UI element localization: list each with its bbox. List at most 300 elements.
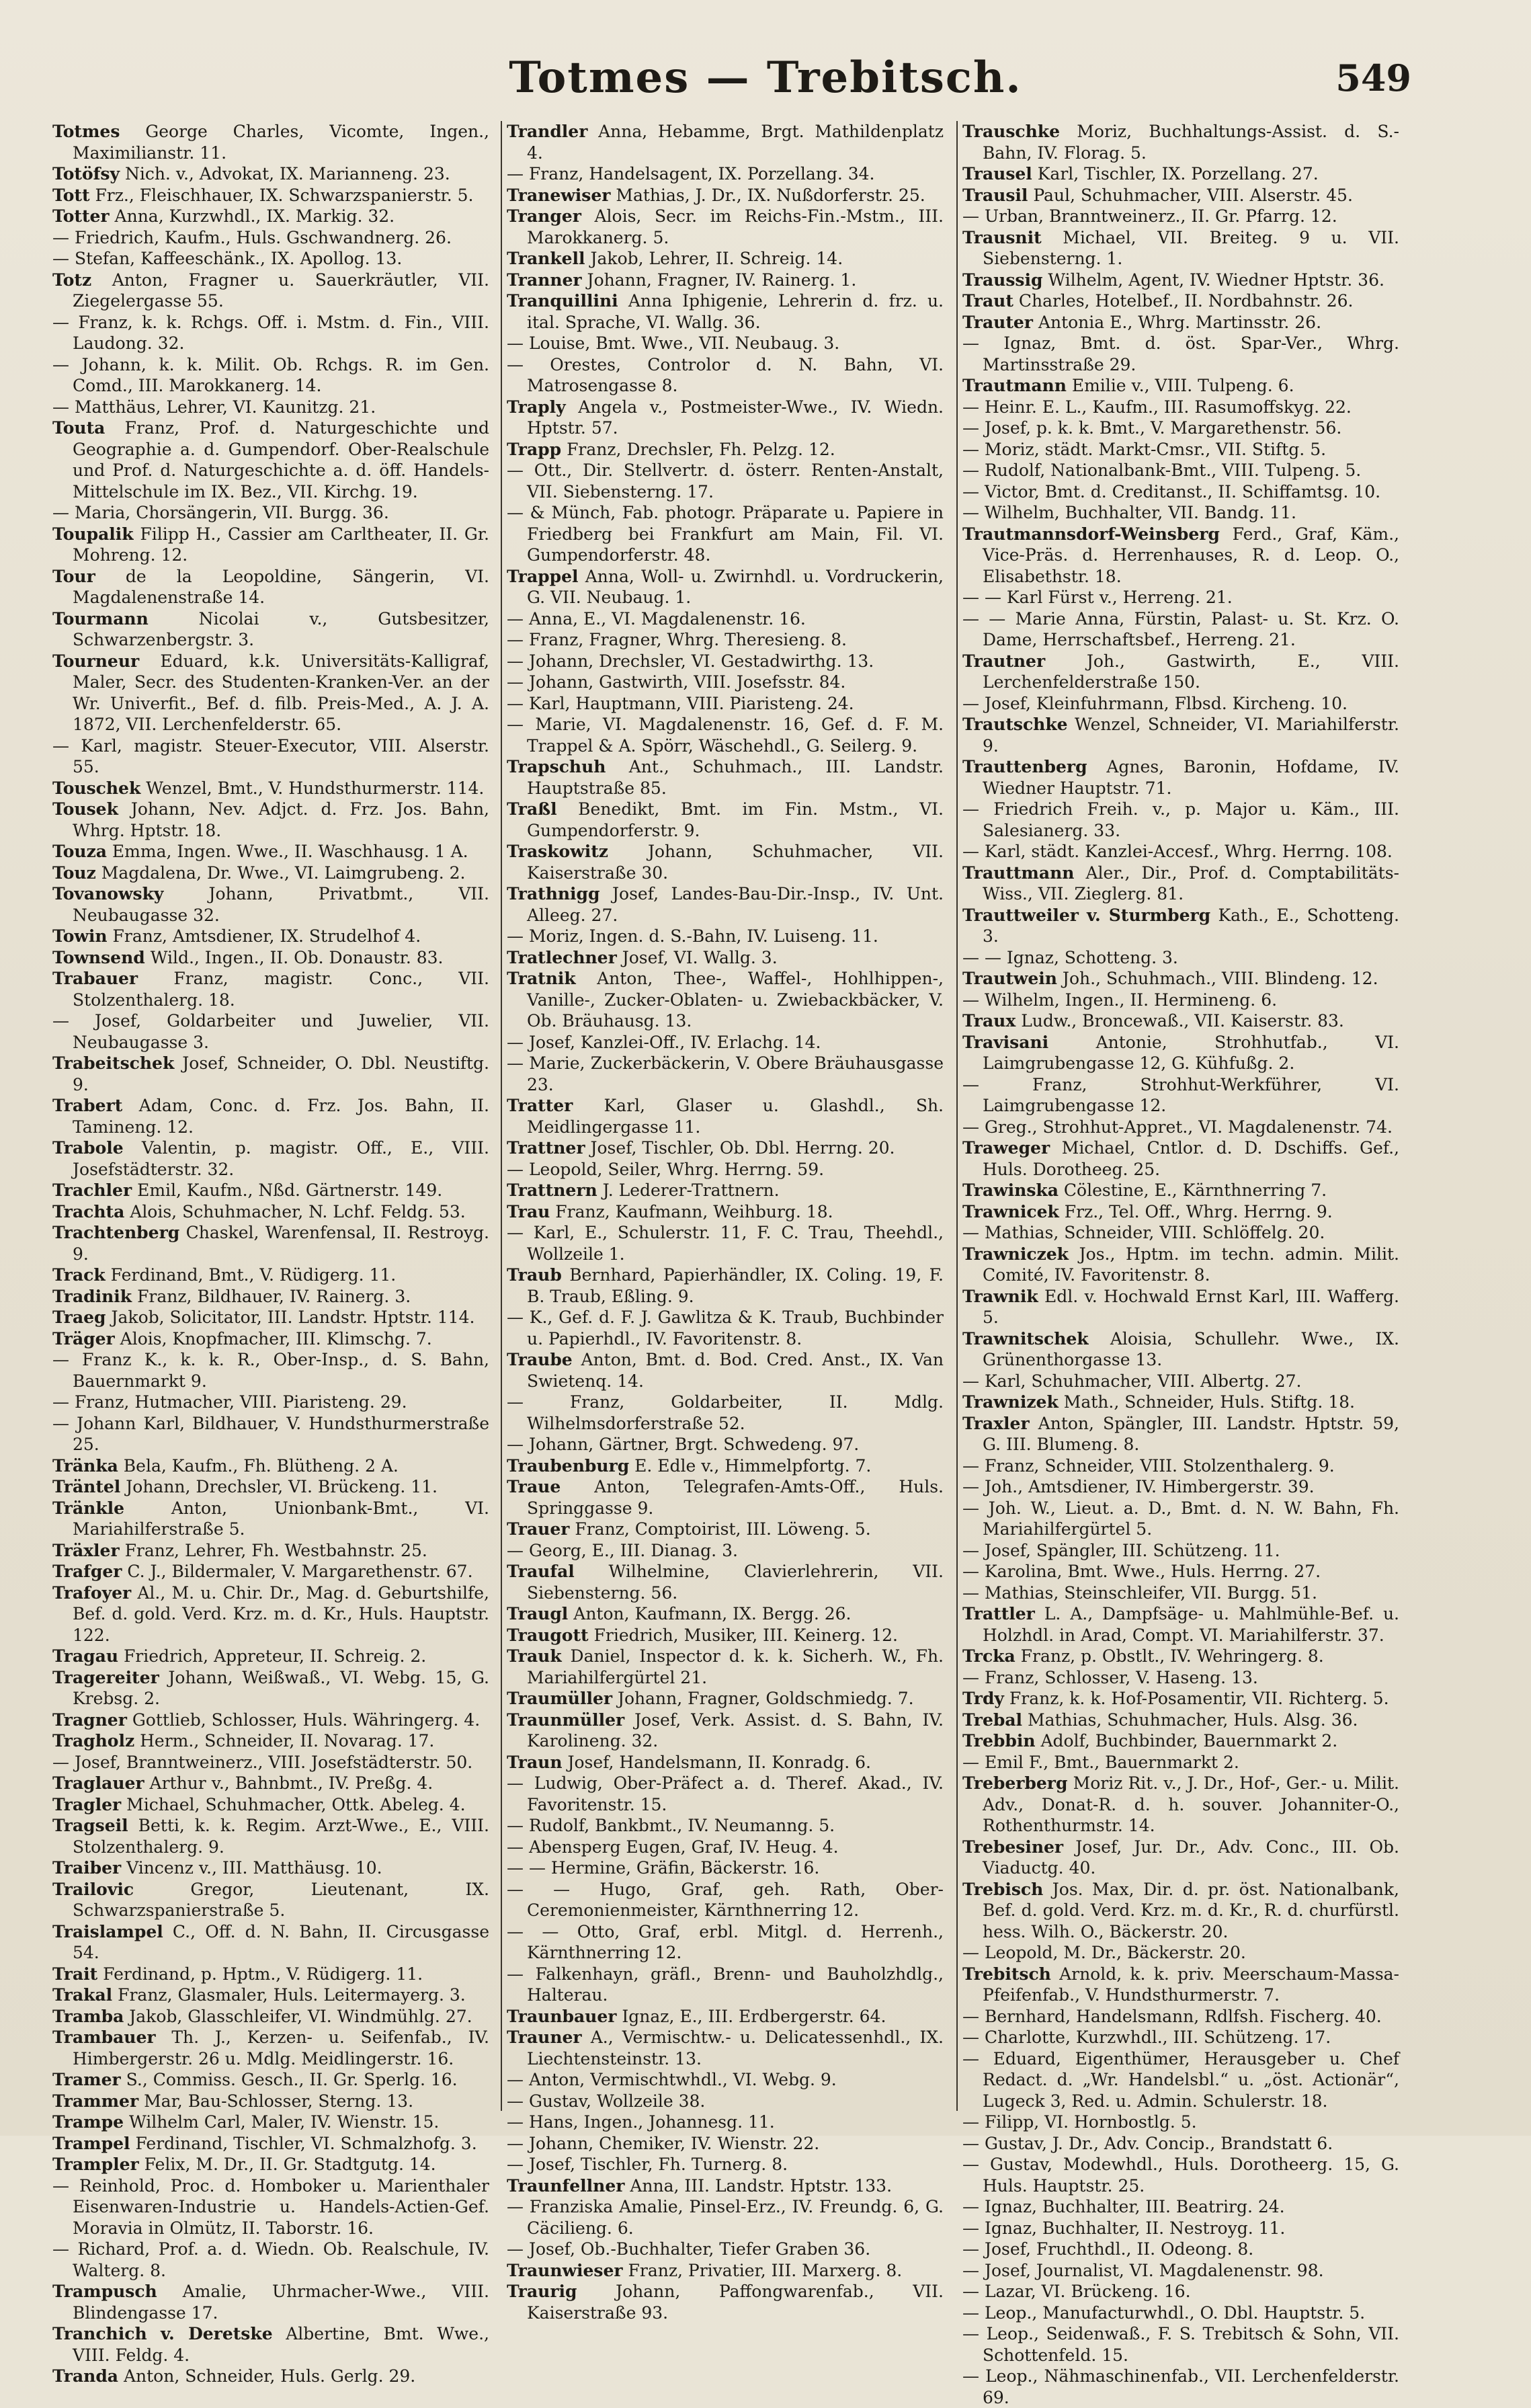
entry-details: — Moriz, städt. Markt-Cmsr., VII. Stiftg. 5. (962, 439, 1327, 459)
directory-entry (52, 1201, 489, 1223)
entry-surname: Traiber (52, 1858, 122, 1878)
directory-entry (507, 756, 944, 799)
directory-entry (962, 121, 1399, 163)
directory-entry (507, 1053, 944, 1095)
entry-details: Mathias, J. Dr., IX. Nußdorferstr. 25. (610, 185, 925, 205)
directory-entry (962, 968, 1399, 990)
directory-entry (52, 1392, 489, 1413)
directory-entry (52, 1180, 489, 1201)
entry-details: — Joh., Amtsdiener, IV. Himbergerstr. 39. (962, 1477, 1315, 1496)
entry-surname: Träger (52, 1328, 115, 1349)
entry-details: Moriz Rit. v., J. Dr., Hof-, Ger.- u. Milit. Adv., Donat-R. d. h. souver. Johanniter-O., Rothenthurmstr. 14. (983, 1773, 1399, 1835)
entry-surname: Touz (52, 862, 96, 883)
directory-entry (507, 947, 944, 969)
directory-entry (52, 1561, 489, 1582)
entry-details: Gregor, Lieutenant, IX. Schwarzspanierstraße 5. (73, 1879, 489, 1920)
entry-surname: Travisani (962, 1032, 1049, 1052)
directory-entry (962, 1455, 1399, 1477)
directory-entry (507, 1095, 944, 1137)
directory-entry (52, 1010, 489, 1053)
entry-surname: Traue (507, 1477, 561, 1496)
entry-details: Frz., Fleischhauer, IX. Schwarzspanierstr. 5. (89, 185, 474, 205)
entry-details: Mar, Bau-Schlosser, Sterng. 13. (138, 2091, 414, 2111)
directory-entry (507, 1815, 944, 1837)
entry-details: — Ott., Dir. Stellvertr. d. österr. Renten-Anstalt, VII. Siebensterng. 17. (507, 460, 944, 501)
entry-surname: Tramba (52, 2006, 124, 2026)
entry-surname: Trapp (507, 439, 562, 459)
directory-entry (52, 1328, 489, 1350)
directory-entry (962, 1646, 1399, 1667)
entry-details: — Josef, Branntweinerz., VIII. Josefstädterstr. 50. (52, 1752, 473, 1772)
directory-entry (962, 2260, 1399, 2282)
entry-surname: Trapschuh (507, 757, 606, 776)
entry-surname: Trcka (962, 1646, 1016, 1666)
entry-surname: Trdy (962, 1689, 1004, 1708)
entry-surname: Traussig (962, 270, 1043, 290)
directory-entry (507, 1879, 944, 1921)
entry-details: — Ludwig, Ober-Präfect a. d. Theref. Akad., IV. Favoritenstr. 15. (507, 1773, 944, 1814)
entry-surname: Tousek (52, 799, 118, 819)
entry-details: Edl. v. Hochwald Ernst Karl, III. Wafferg. 5. (983, 1286, 1399, 1327)
entry-details: Josef, Landes-Bau-Dir.-Insp., IV. Unt. Alleeg. 27. (527, 884, 944, 925)
entry-details: — Rudolf, Bankbmt., IV. Neumanng. 5. (507, 1816, 835, 1835)
directory-entry (507, 1837, 944, 1858)
entry-details: Antonia E., Whrg. Martinsstr. 26. (1032, 312, 1322, 332)
entry-details: Anton, Unionbank-Bmt., VI. Mariahilferstraße 5. (73, 1498, 489, 1539)
entry-surname: Trebisch (962, 1879, 1044, 1899)
directory-entry (52, 1710, 489, 1731)
directory-entry (507, 397, 944, 439)
entry-surname: Trakal (52, 1985, 113, 2005)
page-number: 549 (1335, 56, 1411, 99)
entry-surname: Trau (507, 1201, 550, 1221)
entry-surname: Trautwein (962, 969, 1057, 988)
entry-details: Josef, VI. Wallg. 3. (616, 947, 778, 967)
entry-details: J. Lederer-Trattnern. (597, 1180, 780, 1200)
entry-surname: Traugott (507, 1625, 589, 1645)
entry-details: Antonie, Strohhutfab., VI. Laimgrubengasse 12, G. Kühfußg. 2. (983, 1032, 1399, 1073)
entry-surname: Trawniczek (962, 1244, 1069, 1264)
entry-details: — Karl, städt. Kanzlei-Accesf., Whrg. Herrng. 108. (962, 842, 1393, 861)
entry-details: — — Hermine, Gräfin, Bäckerstr. 16. (507, 1858, 820, 1878)
directory-entry (52, 1307, 489, 1328)
entry-details: Cölestine, E., Kärnthnerring 7. (1058, 1180, 1327, 1200)
directory-entry (962, 1498, 1399, 1540)
entry-surname: Traugl (507, 1604, 569, 1623)
entry-surname: Trawinska (962, 1180, 1059, 1200)
directory-entry (507, 2196, 944, 2239)
entry-surname: Trappel (507, 566, 579, 586)
directory-entry (52, 883, 489, 926)
directory-entry (962, 397, 1399, 418)
directory-entry (962, 799, 1399, 841)
entry-details: Bernhard, Papierhändler, IX. Coling. 19, F. B. Traub, Eßling. 9. (527, 1265, 944, 1306)
directory-entry (52, 926, 489, 947)
directory-entry (962, 2048, 1399, 2112)
directory-entry (962, 1222, 1399, 1244)
directory-entry (52, 270, 489, 312)
directory-entry (962, 1180, 1399, 1201)
entry-details: Anton, Schneider, Huls. Gerlg. 29. (118, 2366, 416, 2386)
entry-details: Wenzel, Bmt., V. Hundsthurmerstr. 114. (140, 778, 485, 798)
directory-entry (962, 1392, 1399, 1413)
entry-details: Franz, p. Obstlt., IV. Wehringerg. 8. (1015, 1646, 1324, 1666)
directory-entry (507, 460, 944, 502)
entry-details: Karl, Glaser u. Glashdl., Sh. Meidlingergasse 11. (527, 1096, 944, 1137)
directory-entry (507, 439, 944, 460)
entry-details: — Leop., Seidenwaß., F. S. Trebitsch & Sohn, VII. Schottenfeld. 15. (962, 2324, 1399, 2365)
entry-surname: Tranchich v. Deretske (52, 2324, 273, 2343)
entry-details: — Emil F., Bmt., Bauernmarkt 2. (962, 1752, 1239, 1772)
entry-surname: Tranquillini (507, 291, 618, 311)
entry-surname: Trauner (507, 2028, 582, 2047)
entry-details: Ferdinand, p. Hptm., V. Rüdigerg. 11. (97, 1964, 423, 1984)
entry-surname: Tratnik (507, 969, 576, 988)
entry-surname: Traeg (52, 1308, 106, 1327)
entry-surname: Towin (52, 926, 108, 946)
entry-surname: Trachtenberg (52, 1223, 180, 1242)
entry-details: — — Hugo, Graf, geh. Rath, Ober-Ceremonienmeister, Kärnthnerring 12. (507, 1879, 944, 1920)
entry-details: Gottlieb, Schlosser, Huls. Währingerg. 4. (126, 1710, 481, 1730)
entry-surname: Trafoyer (52, 1582, 132, 1603)
entry-details: — Josef, Fruchthdl., II. Odeong. 8. (962, 2239, 1254, 2259)
entry-surname: Treberberg (962, 1773, 1068, 1793)
entry-details: Paul, Schuhmacher, VIII. Alserstr. 45. (1028, 185, 1353, 205)
directory-entry (52, 1582, 489, 1646)
directory-entry (507, 1603, 944, 1625)
entry-surname: Trausil (962, 185, 1028, 205)
entry-surname: Tramer (52, 2070, 121, 2089)
entry-details: Johann, Paffongwarenfab., VII. Kaiserstraße 93. (527, 2282, 944, 2323)
entry-details: — Stefan, Kaffeeschänk., IX. Apollog. 13. (52, 249, 403, 268)
directory-entry (962, 1117, 1399, 1138)
entry-details: Aloisia, Schullehr. Wwe., IX. Grünenthorgasse 13. (983, 1328, 1399, 1369)
directory-entry (507, 163, 944, 185)
directory-entry (52, 2154, 489, 2175)
directory-entry (52, 947, 489, 969)
directory-entry (962, 502, 1399, 524)
entry-details: — Lazar, VI. Brückeng. 16. (962, 2282, 1191, 2301)
entry-surname: Traglauer (52, 1773, 144, 1793)
entry-surname: Traislampel (52, 1921, 163, 1941)
entry-details: Josef, Tischler, Ob. Dbl. Herrng. 20. (585, 1138, 895, 1158)
entry-details: — — Karl Fürst v., Herreng. 21. (962, 588, 1233, 607)
directory-entry (962, 1074, 1399, 1117)
directory-entry (962, 375, 1399, 397)
directory-entry (507, 1180, 944, 1201)
entry-surname: Traufal (507, 1562, 575, 1581)
entry-details: Anton, Thee-, Waffel-, Hohlhippen-, Vanille-, Zucker-Oblaten- u. Zwiebackbäcker, V. Ob. Bräuhausg. 13. (527, 969, 944, 1031)
directory-entry (962, 756, 1399, 799)
directory-entry (962, 417, 1399, 439)
directory-entry (507, 1688, 944, 1710)
directory-entry (507, 1307, 944, 1349)
entry-surname: Tranger (507, 206, 581, 226)
entry-details: Michael, Cntlor. d. D. Dschiffs. Gef., Huls. Dorotheeg. 25. (983, 1138, 1399, 1179)
directory-entry (507, 1561, 944, 1603)
entry-details: C., Off. d. N. Bahn, II. Circusgasse 54. (73, 1921, 489, 1962)
directory-entry (507, 333, 944, 354)
directory-entry (52, 248, 489, 270)
entry-surname: Touschek (52, 778, 141, 798)
entry-details: — Josef, Ob.-Buchhalter, Tiefer Graben 36. (507, 2239, 871, 2259)
entry-details: — Leopold, M. Dr., Bäckerstr. 20. (962, 1943, 1246, 1962)
directory-entry (507, 1625, 944, 1646)
entry-details: Joh., Gastwirth, E., VIII. Lerchenfelderstraße 150. (983, 651, 1399, 692)
directory-entry (507, 1159, 944, 1180)
entry-details: — Abensperg Eugen, Graf, IV. Heug. 4. (507, 1837, 839, 1857)
entry-details: Ignaz, E., III. Erdbergerstr. 64. (616, 2006, 886, 2026)
directory-entry (52, 1349, 489, 1392)
directory-entry (962, 1688, 1399, 1710)
directory-entry (962, 947, 1399, 969)
directory-entry (507, 1434, 944, 1455)
page-title: Totmes — Trebitsch. (509, 52, 1022, 103)
entry-details: Magdalena, Dr. Wwe., VI. Laimgrubeng. 2. (95, 862, 466, 883)
entry-surname: Tratlechner (507, 947, 617, 967)
entry-surname: Trautmannsdorf-Weinsberg (962, 524, 1220, 544)
entry-details: Josef, Jur. Dr., Adv. Conc., III. Ob. Viaductg. 40. (983, 1837, 1399, 1878)
directory-entry (52, 1476, 489, 1498)
entry-details: Kath., E., Schotteng. 3. (983, 905, 1400, 946)
directory-entry (507, 248, 944, 270)
entry-details: Math., Schneider, Huls. Stiftg. 18. (1058, 1392, 1355, 1412)
entry-details: — Wilhelm, Ingen., II. Hermineng. 6. (962, 990, 1278, 1010)
directory-entry (962, 1879, 1399, 1943)
entry-details: — Bernhard, Handelsmann, Rdlfsh. Fischerg. 40. (962, 2006, 1382, 2026)
directory-entry (52, 1646, 489, 1667)
entry-details: Franz, k. k. Hof-Posamentir, VII. Richterg. 5. (1003, 1689, 1389, 1708)
entry-surname: Tranda (52, 2366, 119, 2386)
column-divider (956, 121, 958, 2111)
entry-surname: Trailovic (52, 1879, 134, 1899)
directory-entry (962, 312, 1399, 333)
entry-surname: Tragseil (52, 1816, 128, 1835)
entry-details: Franz, Drechsler, Fh. Pelzg. 12. (561, 439, 835, 459)
directory-entry (962, 2006, 1399, 2028)
entry-details: Agnes, Baronin, Hofdame, IV. Wiedner Hauptstr. 71. (983, 757, 1399, 798)
directory-entry (507, 2112, 944, 2133)
directory-entry (962, 2302, 1399, 2324)
entry-details: George Charles, Vicomte, Ingen., Maximilianstr. 11. (73, 122, 489, 163)
directory-entry (507, 2027, 944, 2069)
entry-surname: Traßl (507, 799, 557, 819)
entry-details: — Ignaz, Bmt. d. öst. Spar-Ver., Whrg. Martinsstraße 29. (962, 333, 1399, 374)
directory-entry (962, 206, 1399, 227)
entry-details: — Maria, Chorsängerin, VII. Burgg. 36. (52, 503, 389, 522)
entry-details: — Karl, E., Schulerstr. 11, F. C. Trau, Theehdl., Wollzeile 1. (507, 1223, 944, 1264)
directory-entry (52, 1773, 489, 1794)
entry-surname: Traweger (962, 1138, 1050, 1158)
directory-entry (507, 2154, 944, 2175)
entry-surname: Tott (52, 185, 90, 205)
entry-surname: Trausnit (962, 227, 1042, 247)
entry-details: Michael, VII. Breiteg. 9 u. VII. Siebensterng. 1. (983, 227, 1399, 268)
entry-details: — Leop., Manufacturwhdl., O. Dbl. Hauptstr. 5. (962, 2302, 1366, 2323)
directory-entry (507, 693, 944, 715)
entry-surname: Tovanowsky (52, 884, 164, 904)
entry-surname: Trachler (52, 1180, 132, 1200)
column-right (962, 121, 1400, 2407)
directory-entry (962, 481, 1399, 503)
entry-surname: Tragner (52, 1710, 127, 1730)
entry-details: — Johann Karl, Bildhauer, V. Hundsthurmerstraße 25. (52, 1413, 489, 1454)
entry-surname: Trauschke (962, 122, 1061, 141)
entry-details: — Wilhelm, Buchhalter, VII. Bandg. 11. (962, 503, 1296, 522)
directory-entry (962, 2133, 1399, 2155)
directory-entry (52, 1667, 489, 1710)
entry-details: Nicolai v., Gutsbesitzer, Schwarzenbergstr. 3. (73, 608, 489, 649)
entry-surname: Track (52, 1265, 106, 1285)
entry-surname: Trauttenberg (962, 757, 1087, 776)
directory-entry (962, 1964, 1399, 2006)
entry-details: — Josef, p. k. k. Bmt., V. Margarethenstr. 56. (962, 418, 1342, 438)
entry-surname: Tranner (507, 270, 582, 290)
entry-details: Josef, Schneider, O. Dbl. Neustiftg. 9. (73, 1053, 489, 1094)
directory-entry (962, 2281, 1399, 2302)
directory-entry (507, 1392, 944, 1434)
entry-details: Filipp H., Cassier am Carltheater, II. Gr. Mohreng. 12. (73, 524, 489, 565)
directory-entry (962, 714, 1399, 756)
entry-details: Franz, magistr. Conc., VII. Stolzenthalerg. 18. (73, 969, 489, 1010)
entry-surname: Trauk (507, 1646, 562, 1666)
directory-entry (962, 1201, 1399, 1223)
entry-details: Franz, Comptoirist, III. Löweng. 5. (569, 1519, 871, 1539)
entry-surname: Toupalik (52, 524, 134, 544)
directory-entry (52, 502, 489, 524)
entry-details: S., Commiss. Gesch., II. Gr. Sperlg. 16. (120, 2070, 458, 2089)
entry-details: Franz, Amtsdiener, IX. Strudelhof 4. (107, 926, 421, 946)
entry-surname: Trauttweiler v. Sturmberg (962, 905, 1211, 925)
directory-entry (962, 693, 1399, 715)
directory-entry (507, 2069, 944, 2091)
directory-entry (507, 1137, 944, 1159)
entry-details: — Hans, Ingen., Johannesg. 11. (507, 2112, 775, 2132)
entry-details: — Greg., Strohhut-Appret., VI. Magdalenenstr. 74. (962, 1117, 1393, 1137)
directory-entry (52, 841, 489, 862)
directory-entry (962, 2323, 1399, 2366)
entry-details: — Friedrich Freih. v., p. Major u. Käm., III. Salesianerg. 33. (962, 799, 1399, 840)
directory-entry (507, 629, 944, 651)
directory-entry (507, 2281, 944, 2323)
entry-details: — — Otto, Graf, erbl. Mitgl. d. Herrenh., Kärnthnerring 12. (507, 1921, 944, 1962)
entry-details: Vincenz v., III. Matthäusg. 10. (121, 1858, 382, 1878)
directory-entry (962, 524, 1399, 588)
entry-surname: Traunbauer (507, 2006, 617, 2026)
entry-details: Th. J., Kerzen- u. Seifenfab., IV. Himbergerstr. 26 u. Mdlg. Meidlingerstr. 16. (73, 2028, 489, 2069)
directory-entry (507, 714, 944, 756)
directory-entry (507, 799, 944, 841)
entry-surname: Tränkle (52, 1498, 125, 1518)
entry-details: Ferdinand, Tischler, VI. Schmalzhofg. 3. (130, 2133, 477, 2153)
entry-details: Anton, Bmt. d. Bod. Cred. Anst., IX. Van Swietenq. 14. (527, 1350, 944, 1391)
directory-entry (52, 1964, 489, 1985)
entry-details: — Moriz, Ingen. d. S.-Bahn, IV. Luiseng. 11. (507, 926, 878, 946)
directory-entry (962, 862, 1399, 905)
directory-entry (507, 354, 944, 397)
directory-entry (507, 1921, 944, 1964)
entry-details: — Reinhold, Proc. d. Homboker u. Marienthaler Eisenwaren-Industrie u. Handels-Actien-Gef. Moravia in Olmütz, II. Taborstr. 16. (52, 2175, 489, 2238)
entry-surname: Trawnicek (962, 1201, 1059, 1221)
directory-entry (962, 1773, 1399, 1837)
entry-details: — Johann, Gärtner, Brgt. Schwedeng. 97. (507, 1435, 860, 1454)
entry-surname: Trausel (962, 164, 1032, 184)
directory-entry (507, 1752, 944, 1773)
entry-surname: Trambauer (52, 2028, 156, 2047)
entry-details: — Georg, E., III. Dianag. 3. (507, 1540, 738, 1560)
entry-details: Johann, Fragner, IV. Rainerg. 1. (581, 270, 857, 290)
directory-entry (52, 2175, 489, 2239)
directory-entry (962, 460, 1399, 481)
entry-details: Benedikt, Bmt. im Fin. Mstm., VI. Gumpendorferstr. 9. (527, 799, 944, 840)
entry-surname: Trathnigg (507, 884, 600, 904)
directory-entry (962, 990, 1399, 1011)
directory-entry (507, 1476, 944, 1519)
entry-details: — Ignaz, Buchhalter, II. Nestroyg. 11. (962, 2218, 1286, 2238)
entry-surname: Totöfsy (52, 164, 120, 184)
directory-entry (962, 1942, 1399, 1964)
directory-entry (507, 2239, 944, 2260)
directory-entry (52, 354, 489, 397)
entry-details: — Karl, Hauptmann, VIII. Piaristeng. 24. (507, 693, 854, 713)
entry-details: Wilhelm Carl, Maler, IV. Wienstr. 15. (124, 2112, 440, 2132)
entry-details: — Gustav, Modewhdl., Huls. Dorotheerg. 15, G. Huls. Hauptstr. 25. (962, 2155, 1399, 2196)
directory-entry (52, 121, 489, 163)
directory-entry (507, 968, 944, 1032)
entry-details: — Josef, Tischler, Fh. Turnerg. 8. (507, 2155, 788, 2174)
directory-entry (52, 206, 489, 227)
entry-details: — Joh. W., Lieut. a. D., Bmt. d. N. W. Bahn, Fh. Mariahilfergürtel 5. (962, 1498, 1399, 1539)
entry-details: — Franz, Goldarbeiter, II. Mdlg. Wilhelmsdorferstraße 52. (507, 1392, 944, 1433)
entry-details: — Josef, Kleinfuhrmann, Flbsd. Kircheng. 10. (962, 693, 1348, 713)
entry-surname: Traube (507, 1350, 573, 1369)
entry-details: Johann, Weißwaß., VI. Webg. 15, G. Krebsg. 2. (73, 1667, 489, 1708)
entry-surname: Traxler (962, 1413, 1030, 1433)
entry-surname: Trabauer (52, 969, 138, 988)
directory-entry (52, 862, 489, 884)
directory-entry (52, 185, 489, 206)
directory-entry (962, 2218, 1399, 2239)
entry-details: — Orestes, Controlor d. N. Bahn, VI. Matrosengasse 8. (507, 354, 944, 395)
entry-details: Mathias, Schuhmacher, Huls. Alsg. 36. (1022, 1710, 1358, 1730)
directory-entry (52, 968, 489, 1010)
entry-details: Ludw., Broncewaß., VII. Kaiserstr. 83. (1016, 1011, 1344, 1031)
entry-details: Johann, Fragner, Goldschmiedg. 7. (612, 1689, 914, 1708)
directory-entry (507, 651, 944, 672)
directory-entry (507, 1540, 944, 1562)
entry-surname: Trammer (52, 2091, 139, 2111)
entry-details: Anna, Woll- u. Zwirnhdl. u. Vordruckerin, G. VII. Neubaug. 1. (527, 566, 944, 607)
directory-entry (507, 2091, 944, 2112)
entry-details: — Franz, Hutmacher, VIII. Piaristeng. 29. (52, 1392, 407, 1412)
entry-details: Wenzel, Schneider, VI. Mariahilferstr. 9. (983, 715, 1399, 756)
directory-entry (507, 2260, 944, 2282)
entry-details: — Leopold, Seiler, Whrg. Herrng. 59. (507, 1159, 825, 1179)
entry-surname: Trachta (52, 1201, 125, 1221)
directory-entry (962, 1476, 1399, 1498)
entry-details: Jos., Hptm. im techn. admin. Milit. Comité, IV. Favoritenstr. 8. (983, 1244, 1399, 1285)
entry-surname: Trafger (52, 1562, 122, 1581)
directory-entry (52, 312, 489, 354)
entry-surname: Tragereiter (52, 1667, 159, 1687)
directory-entry (52, 799, 489, 841)
entry-details: Friedrich, Musiker, III. Keinerg. 12. (588, 1625, 898, 1645)
directory-entry (507, 2133, 944, 2155)
entry-details: Jos. Max, Dir. d. pr. öst. Nationalbank, Bef. d. gold. Verd. Krz. m. d. Kr., R. d. churfürstl. hess. Wilh. O., Bäckerstr. 20. (983, 1879, 1399, 1941)
directory-entry (962, 1010, 1399, 1032)
directory-entry (962, 227, 1399, 270)
entry-details: Anton, Spängler, III. Landstr. Hptstr. 59, G. III. Blumeng. 8. (983, 1413, 1399, 1454)
